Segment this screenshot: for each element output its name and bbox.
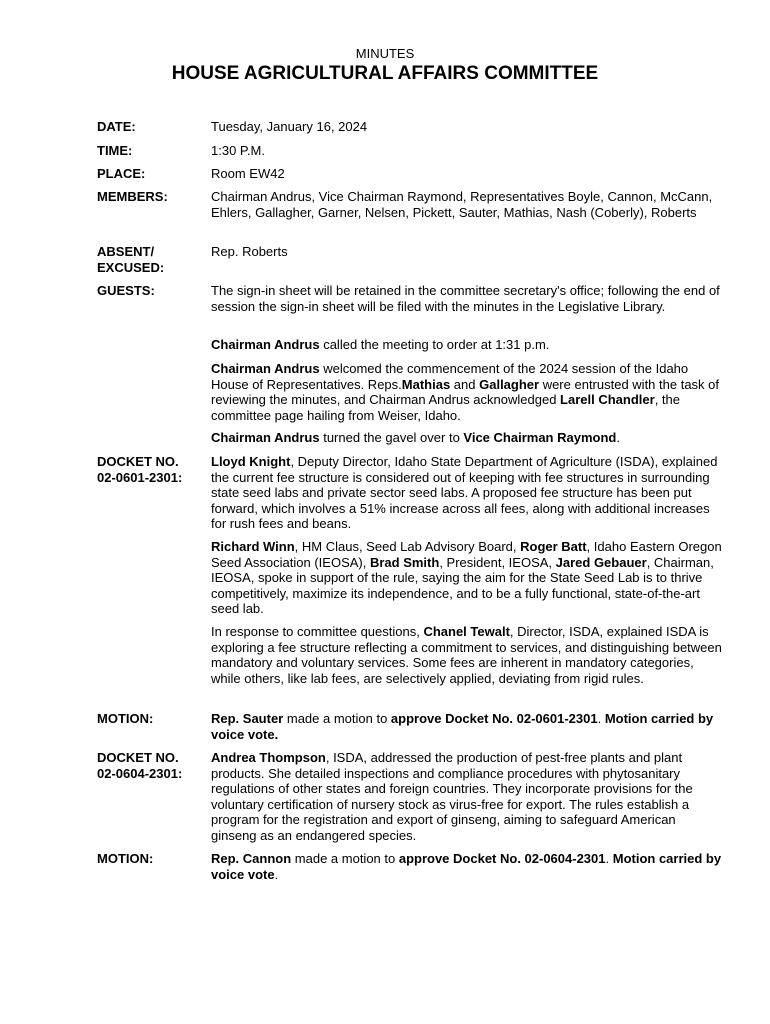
guests-value: The sign-in sheet will be retained in the committee secretary's office; following the end of session the sign-in sheet will be filed with the minutes in the Legislative Library. <box>211 283 720 314</box>
document-subtitle: MINUTES <box>355 46 415 61</box>
members-value: Chairman Andrus, Vice Chairman Raymond, Representatives Boyle, Cannon, McCann, Ehlers, Gallagher, Garner, Nelsen, Pickett, Sauter, Mathias, Nash (Coberly), Roberts <box>211 189 713 220</box>
docket-2-paragraph-1 <box>211 750 723 844</box>
absent-label-line-1: ABSENT/ <box>97 244 155 259</box>
paragraph-text: made a motion to <box>291 851 399 866</box>
paragraph-text: , President, IEOSA, <box>439 554 556 570</box>
member-name: Mathias <box>401 376 451 392</box>
paragraph-text: and <box>450 376 480 392</box>
motion-result: Motion carried by voice vote <box>211 851 722 882</box>
motion-2-text <box>211 851 723 882</box>
paragraph-text: , Director, ISDA, explained ISDA is exploring a fee structure reflecting a commitment to services, and distinguishing between mandatory and voluntary services. Some fees are inherent in mandatory categories, while others, like lab fees, are selectively applied, deviating from rigid rules. <box>211 624 722 686</box>
paragraph-text: , Deputy Director, Idaho State Department of Agriculture (ISDA), explained the current fee structure is considered out of keeping with fee structures in surrounding state seed labs and private sector seed labs. A proposed fee structure has been put forward, which involves a 51% increase across all fees, along with additional increases for rush fees and beans. <box>211 454 718 532</box>
paragraph-text: welcomed the commencement of the 2024 session of the Idaho House of Representatives. Reps. <box>211 361 689 392</box>
member-name: Gallagher <box>479 376 540 392</box>
motion-action: approve Docket No. 02-0604-2301 <box>398 851 606 866</box>
paragraph-text: , HM Claus, Seed Lab Advisory Board, <box>294 539 521 554</box>
motion-action: approve Docket No. 02-0601-2301 <box>390 711 598 726</box>
motion-2-label: MOTION: <box>97 851 154 866</box>
paragraph-text: . <box>616 430 620 445</box>
paragraph-text: In response to committee questions, <box>211 624 424 639</box>
docket-2-label <box>97 750 182 781</box>
time-value: 1:30 P.M. <box>211 143 265 158</box>
docket-label-line-1: DOCKET NO. <box>97 750 179 765</box>
speaker-name: Brad Smith <box>369 554 440 570</box>
paragraph-text: , Idaho Eastern Oregon Seed Association (IEOSA), <box>211 539 722 570</box>
docket-1-paragraph-1 <box>211 454 723 532</box>
date-value: Tuesday, January 16, 2024 <box>211 119 368 134</box>
absent-label-line-2: EXCUSED: <box>97 259 165 275</box>
paragraph-text: . <box>597 711 605 726</box>
speaker-name: Roger Batt <box>520 539 587 554</box>
absent-value: Rep. Roberts <box>211 244 288 259</box>
speaker-name: Chanel Tewalt <box>423 624 510 639</box>
speaker-name: Richard Winn <box>211 539 295 554</box>
motion-result: Motion carried by voice vote. <box>211 711 714 742</box>
docket-1-label <box>97 454 182 485</box>
guests-label: GUESTS: <box>97 283 155 298</box>
paragraph-text: . <box>605 851 613 866</box>
paragraph-text: called the meeting to order at 1:31 p.m. <box>319 337 550 352</box>
paragraph-text: made a motion to <box>283 711 391 726</box>
place-value: Room EW42 <box>211 166 285 181</box>
speaker-name: Chairman Andrus <box>211 361 320 376</box>
speaker-name: Chairman Andrus <box>211 337 320 352</box>
mover-name: Rep. Sauter <box>211 711 284 726</box>
speaker-name: Andrea Thompson <box>211 750 326 765</box>
paragraph-text: turned the gavel over to <box>319 430 464 445</box>
paragraph-text: , Chairman, IEOSA, spoke in support of the rule, saying the aim for the State Seed Lab is to thrive competitively, maximize its independence, and to be a fully functional, state-of-the-art seed lab. <box>211 554 714 617</box>
speaker-name: Chairman Andrus <box>211 430 320 445</box>
speaker-name: Lloyd Knight <box>211 454 291 469</box>
document-title: HOUSE AGRICULTURAL AFFAIRS COMMITTEE <box>171 63 599 84</box>
mover-name: Rep. Cannon <box>211 851 292 866</box>
opening-paragraph-3 <box>211 430 723 446</box>
absent-label <box>97 244 164 275</box>
paragraph-text: , the committee page hailing from Weiser, Idaho. <box>211 392 680 423</box>
opening-paragraph-1 <box>211 337 723 353</box>
speaker-name: Jared Gebauer <box>555 554 647 570</box>
time-label: TIME: <box>97 143 133 158</box>
paragraph-text: . <box>274 866 279 882</box>
page-name: Larell Chandler <box>560 392 655 408</box>
speaker-name: Vice Chairman Raymond <box>463 430 617 445</box>
place-label: PLACE: <box>97 166 146 181</box>
paragraph-text: were entrusted with the task of reviewing the minutes, and Chairman Andrus acknowledged <box>211 376 720 408</box>
docket-label-line-2: 02-0601-2301: <box>97 469 183 485</box>
docket-label-line-2: 02-0604-2301: <box>97 765 183 781</box>
opening-paragraph-2 <box>211 361 723 423</box>
docket-label-line-1: DOCKET NO. <box>97 454 179 469</box>
motion-1-text <box>211 711 723 742</box>
motion-1-label: MOTION: <box>97 711 154 726</box>
date-label: DATE: <box>97 119 136 134</box>
docket-1-paragraph-3 <box>211 624 723 686</box>
members-label: MEMBERS: <box>97 189 168 204</box>
paragraph-text: , ISDA, addressed the production of pest-free plants and plant products. She detailed inspections and compliance procedures with phytosanitary regulations of other states and foreign countries. They incorporate provisions for the voluntary certification of nursery stock as virus-free for export. The rules establish a program for the registration and export of ginseng, aiming to safeguard American ginseng as an endangered species. <box>211 750 693 843</box>
docket-1-paragraph-2 <box>211 539 723 617</box>
